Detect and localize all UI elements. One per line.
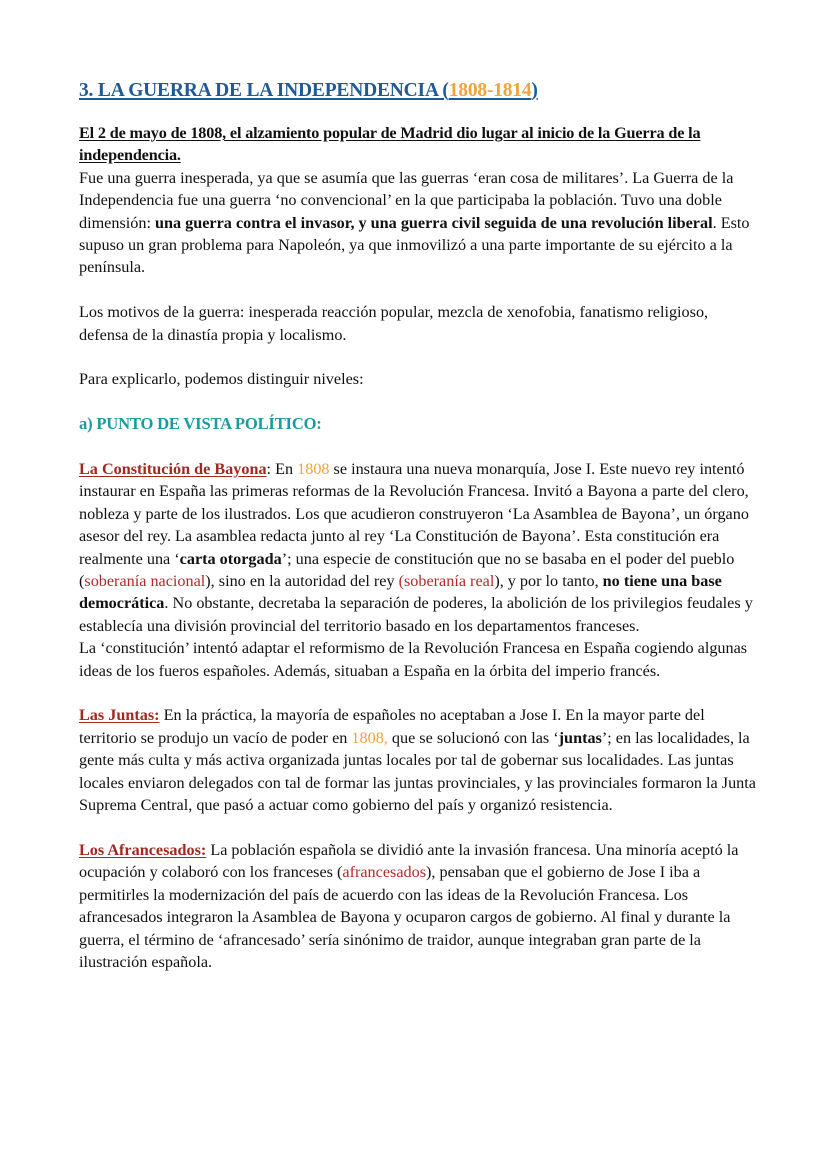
subheading-bayona: La Constitución de Bayona	[79, 460, 267, 479]
levels-paragraph: Para explicarlo, podemos distinguir niveles:	[79, 370, 364, 389]
bayona-soberania-nacional: soberanía nacional	[84, 572, 206, 591]
bayona-text-0: : En	[266, 460, 298, 479]
document-page	[79, 78, 759, 996]
afrancesados-paragraph	[79, 839, 759, 973]
title-text: 3. LA GUERRA DE LA INDEPENDENCIA (	[79, 80, 449, 101]
page-title	[79, 78, 759, 104]
juntas-text-3: ’; en las localidades, la gente más culta y más activa organizada juntas locales por tal de gobernar sus localidades. Las juntas locales enviaron delegados con tal de formar las juntas provinciales, y las provinciales formaron la Junta Suprema Central, que pasó a actuar como gobierno del país y organizó resistencia.	[79, 728, 756, 815]
bayona-text-5: . No obstante, decretaba la separación de poderes, la abolición de los privilegios feudales y establecía una división provincial del territorio basado en los departamentos franceses.	[79, 594, 753, 635]
bayona-no-democratica: no tiene una base democrática	[79, 572, 722, 613]
bayona-year: 1808	[297, 460, 330, 479]
afrancesados-term: afrancesados	[342, 863, 426, 882]
juntas-text-1: En la práctica, la mayoría de españoles no aceptaban a Jose I. En la mayor parte del territorio se produjo un vacío de poder en	[79, 706, 705, 747]
motives-paragraph: Los motivos de la guerra: inesperada reacción popular, mezcla de xenofobia, fanatismo religioso, defensa de la dinastía propia y localismo.	[79, 303, 709, 344]
subheading-juntas: Las Juntas:	[79, 706, 160, 725]
intro-emphasis: una guerra contra el invasor, y una guerra civil seguida de una revolución liberal	[155, 213, 713, 232]
subheading-afrancesados: Los Afrancesados:	[79, 840, 207, 859]
juntas-bold: juntas	[558, 728, 602, 747]
bayona-text-4: ), y por lo tanto,	[494, 572, 603, 591]
intro-paragraph	[79, 122, 759, 279]
intro-lead: El 2 de mayo de 1808, el alzamiento popular de Madrid dio lugar al inicio de la Guerra de la independencia.	[79, 124, 701, 165]
juntas-body	[79, 704, 759, 816]
afrancesados-text-1: La población española se dividió ante la invasión francesa. Una minoría aceptó la ocupación y colaboró con los franceses (	[79, 840, 739, 882]
afrancesados-text-2: ), pensaban que el gobierno de Jose I iba a permitirles la modernización del país de acuerdo con las ideas de la Revolución Francesa. Los afrancesados integraron la Asamblea de Bayona y ocuparon cargos de gobierno. Al final y durante la guerra, el término de ‘afrancesado’ sería sinónimo de traidor, aunque integraban gran parte de la ilustración española.	[79, 863, 731, 971]
bayona-body	[79, 458, 759, 637]
juntas-text-2: que se solucionó con las ‘	[387, 728, 559, 747]
bayona-paragraph	[79, 458, 759, 682]
title-suffix: )	[531, 80, 538, 101]
intro-body	[79, 167, 759, 279]
bayona-text-1: se instaura una nueva monarquía, Jose I. Este nuevo rey intentó instaurar en España las primeras reformas de la Revolución Francesa. Invitó a Bayona a parte del clero, nobleza y parte de los ilustrados. Los que acudieron construyeron ‘La Asamblea de Bayona’, un órgano asesor del rey. La asamblea redacta junto al rey ‘La Constitución de Bayona’. Esta constitución era realmente una ‘	[79, 460, 749, 568]
section-heading-political: a) PUNTO DE VISTA POLÍTICO:	[79, 414, 322, 434]
intro-text-b: . Esto supuso un gran problema para Napoleón, ya que inmovilizó a una parte importante de su ejército a la península.	[79, 213, 750, 277]
afrancesados-body	[79, 839, 759, 973]
intro-text-a: Fue una guerra inesperada, ya que se asumía que las guerras ‘eran cosa de militares’. La Guerra de la Independencia fue una guerra ‘no convencional’ en la que participaba la población. Tuvo una doble dimensión:	[79, 168, 734, 232]
bayona-carta-otorgada: carta otorgada	[179, 549, 282, 568]
bayona-body-2: La ‘constitución’ intentó adaptar el reformismo de la Revolución Francesa en España cogiendo algunas ideas de los fueros españoles. Además, situaban a España en la órbita del imperio francés.	[79, 639, 748, 680]
bayona-text-3: ), sino en la autoridad del rey	[205, 572, 399, 591]
title-years: 1808-1814	[448, 80, 532, 101]
bayona-soberania-real: (soberanía real	[398, 572, 495, 591]
bayona-text-2: ’; una especie de constitución que no se basaba en el poder del pueblo (	[79, 549, 735, 591]
juntas-paragraph	[79, 704, 759, 816]
juntas-year: 1808,	[351, 728, 388, 747]
